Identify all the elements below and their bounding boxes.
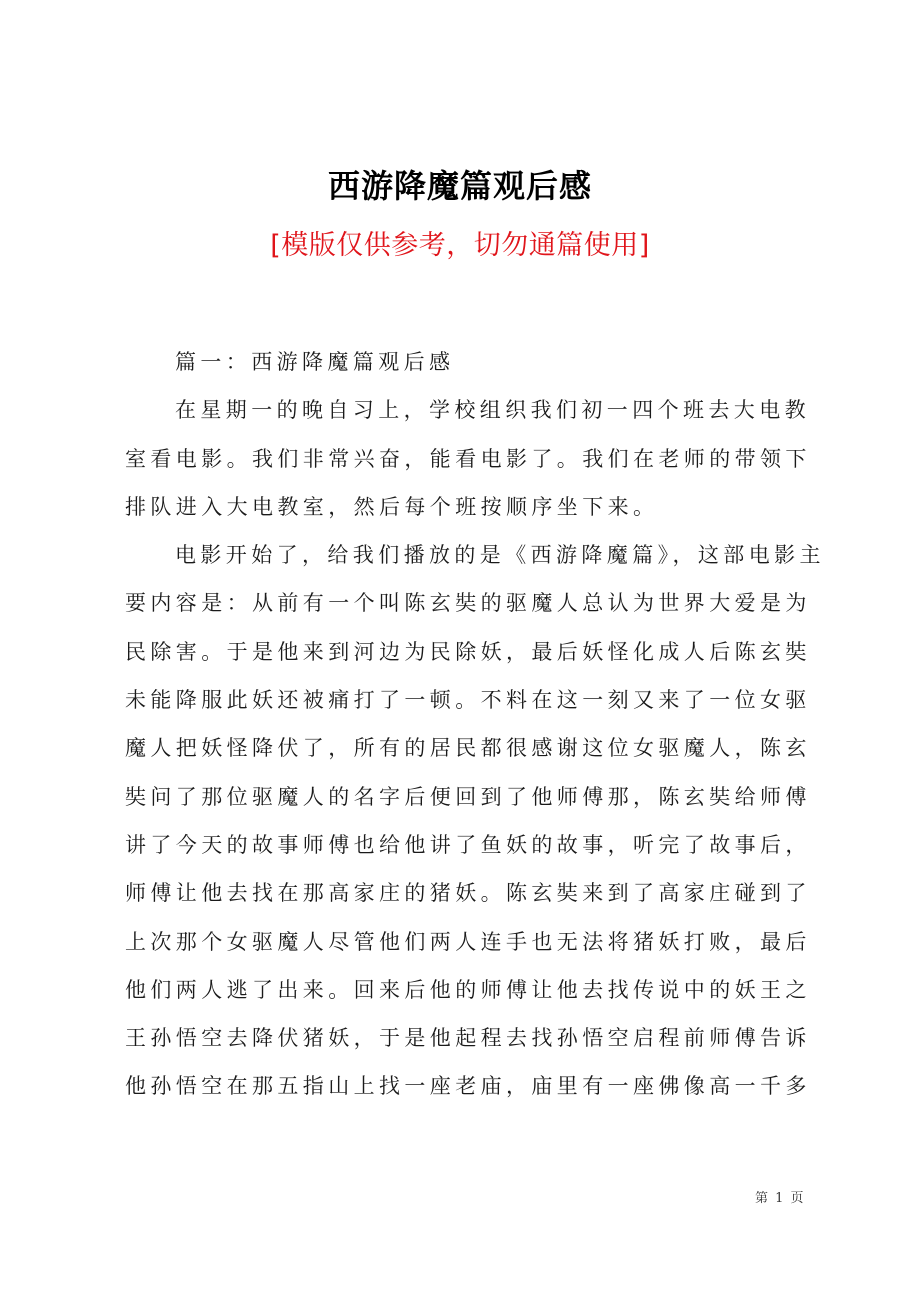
body-line: 未能降服此妖还被痛打了一顿。不料在这一刻又来了一位女驱 — [125, 688, 811, 713]
body-line: 奘问了那位驱魔人的名字后便回到了他师傅那，陈玄奘给师傅 — [125, 784, 811, 809]
body-line: 他孙悟空在那五指山上找一座老庙，庙里有一座佛像高一千多 — [125, 1074, 811, 1099]
document-title: 西游降魔篇观后感 — [327, 167, 592, 205]
body-line: 王孙悟空去降伏猪妖，于是他起程去找孙悟空启程前师傅告诉 — [125, 1026, 811, 1051]
section-heading: 篇一：西游降魔篇观后感 — [175, 350, 455, 374]
body-line: 魔人把妖怪降伏了，所有的居民都很感谢这位女驱魔人，陈玄 — [125, 736, 811, 761]
body-line: 电影开始了，给我们播放的是《西游降魔篇》，这部电影主 — [175, 543, 825, 568]
body-line: 要内容是：从前有一个叫陈玄奘的驱魔人总认为世界大爱是为 — [125, 591, 811, 616]
page-number: 第 1 页 — [755, 1191, 804, 1206]
body-line: 在星期一的晚自习上，学校组织我们初一四个班去大电教 — [175, 398, 810, 423]
document-body — [125, 341, 825, 1114]
body-line: 他们两人逃了出来。回来后他的师傅让他去找传说中的妖王之 — [125, 977, 811, 1002]
template-disclaimer: [模版仅供参考，切勿通篇使用] — [270, 230, 650, 261]
body-line: 室看电影。我们非常兴奋，能看电影了。我们在老师的带领下 — [125, 446, 811, 471]
body-line: 讲了今天的故事师傅也给他讲了鱼妖的故事，听完了故事后， — [125, 832, 811, 857]
body-line: 民除害。于是他来到河边为民除妖，最后妖怪化成人后陈玄奘 — [125, 639, 811, 664]
body-line: 上次那个女驱魔人尽管他们两人连手也无法将猪妖打败，最后 — [125, 929, 811, 954]
body-line: 排队进入大电教室，然后每个班按顺序坐下来。 — [125, 494, 659, 519]
body-line: 师傅让他去找在那高家庄的猪妖。陈玄奘来到了高家庄碰到了 — [125, 881, 811, 906]
